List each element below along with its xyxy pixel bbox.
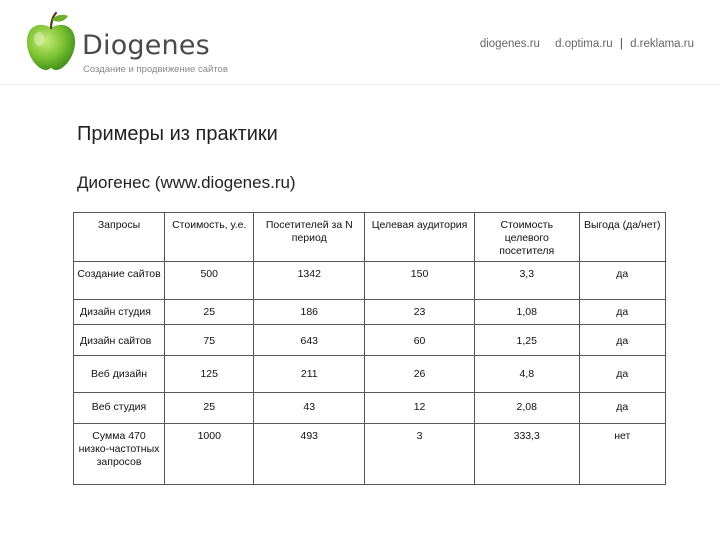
cell-visitors: 186 <box>254 300 365 325</box>
top-links <box>480 38 694 50</box>
cell-benefit: да <box>579 262 665 300</box>
cell-audience: 150 <box>365 262 475 300</box>
apple-logo-icon <box>22 10 80 74</box>
cell-audience: 60 <box>365 325 475 356</box>
cell-benefit: да <box>579 300 665 325</box>
table-row <box>74 262 666 300</box>
cell-query: Веб студия <box>74 393 165 424</box>
cell-query: Дизайн сайтов <box>74 325 165 356</box>
cell-query: Дизайн студия <box>74 300 165 325</box>
cell-audience: 23 <box>365 300 475 325</box>
cell-target-cost: 1,08 <box>475 300 580 325</box>
cell-target-cost: 1,25 <box>475 325 580 356</box>
table-row <box>74 300 666 325</box>
link-reklama[interactable]: d.reklama.ru <box>630 38 694 50</box>
cell-visitors: 211 <box>254 356 365 393</box>
page-subtitle: Диогенес (www.diogenes.ru) <box>77 173 296 192</box>
cell-audience: 12 <box>365 393 475 424</box>
table-row <box>74 424 666 485</box>
logo[interactable] <box>22 10 228 75</box>
table-header-row <box>74 213 666 262</box>
cell-cost: 75 <box>165 325 254 356</box>
link-diogenes[interactable]: diogenes.ru <box>479 38 540 50</box>
table-row <box>74 325 666 356</box>
table-row <box>74 356 666 393</box>
header-target-cost: Стоимость целевого посетителя <box>475 213 580 262</box>
header-visitors: Посетителей за N период <box>254 213 365 262</box>
header-target-audience: Целевая аудитория <box>365 213 475 262</box>
cell-target-cost: 2,08 <box>475 393 580 424</box>
cell-benefit: нет <box>579 424 665 485</box>
results-table <box>73 212 666 485</box>
cell-benefit: да <box>579 393 665 424</box>
header-cost: Стоимость, у.е. <box>165 213 254 262</box>
cell-audience: 26 <box>365 356 475 393</box>
link-separator: | <box>619 38 623 50</box>
cell-cost: 125 <box>165 356 254 393</box>
cell-query: Создание сайтов <box>74 262 165 300</box>
cell-visitors: 43 <box>254 393 365 424</box>
brand-name: Diogenes <box>82 30 210 61</box>
cell-cost: 1000 <box>165 424 254 485</box>
table-row <box>74 393 666 424</box>
cell-target-cost: 3,3 <box>475 262 580 300</box>
link-optima[interactable]: d.optima.ru <box>555 38 613 50</box>
cell-query: Веб дизайн <box>74 356 165 393</box>
cell-audience: 3 <box>365 424 475 485</box>
header-divider <box>0 84 720 85</box>
brand-tagline: Создание и продвижение сайтов <box>83 64 228 75</box>
cell-query: Сумма 470 низко-частотных запросов <box>74 424 165 485</box>
cell-visitors: 643 <box>254 325 365 356</box>
cell-cost: 25 <box>165 300 254 325</box>
cell-benefit: да <box>579 325 665 356</box>
cell-benefit: да <box>579 356 665 393</box>
cell-visitors: 1342 <box>254 262 365 300</box>
header-benefit: Выгода (да/нет) <box>579 213 665 262</box>
header-queries: Запросы <box>74 213 165 262</box>
cell-visitors: 493 <box>254 424 365 485</box>
cell-cost: 500 <box>165 262 254 300</box>
cell-target-cost: 4,8 <box>475 356 580 393</box>
cell-target-cost: 333,3 <box>475 424 580 485</box>
cell-cost: 25 <box>165 393 254 424</box>
page-title: Примеры из практики <box>77 123 278 145</box>
